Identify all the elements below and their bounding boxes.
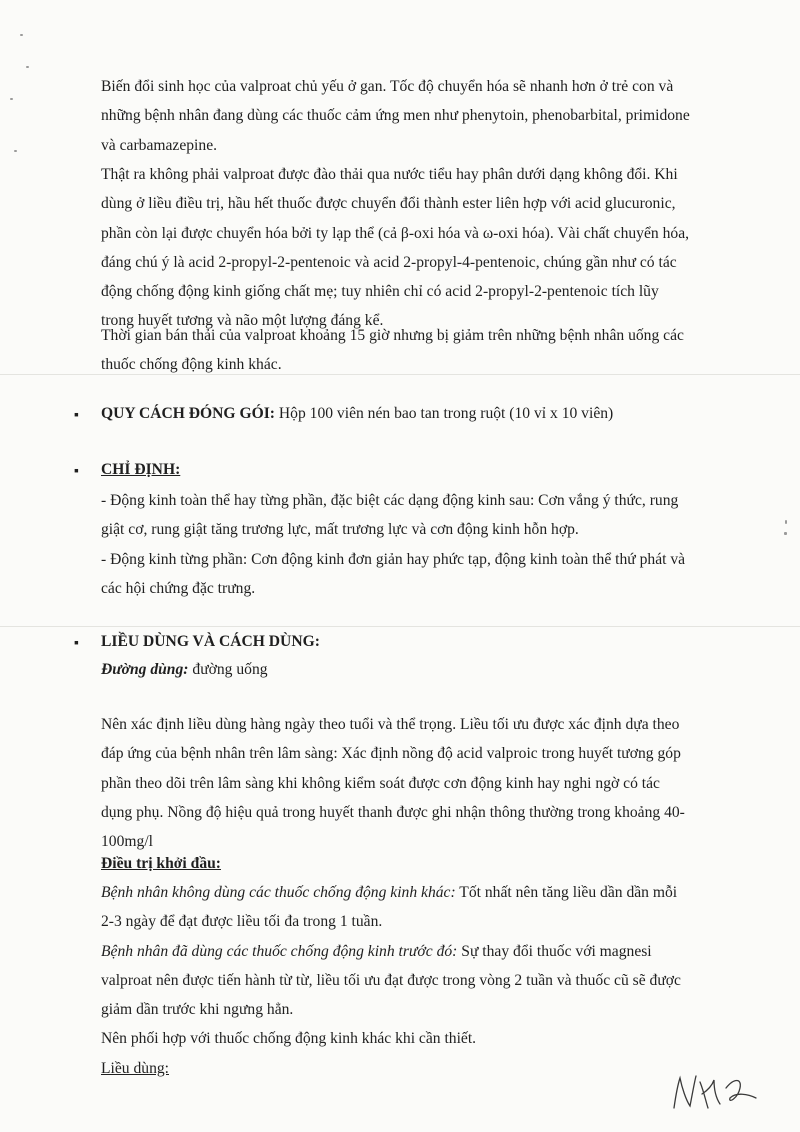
indications-heading: CHỈ ĐỊNH: xyxy=(101,461,181,478)
dosage-heading: LIỀU DÙNG VÀ CÁCH DÙNG: xyxy=(101,633,320,650)
text-line: phần theo dõi trên lâm sàng khi không kiểm soát được cơn động kinh hay nghi ngờ có tác xyxy=(101,774,660,792)
text-line xyxy=(101,878,717,907)
initial-treatment-heading-text: Điều trị khởi đầu: xyxy=(101,855,221,872)
text-line: Biến đổi sinh học của valproat chủ yếu ở gan. Tốc độ chuyển hóa sẽ nhanh hơn ở trẻ con và xyxy=(101,78,674,95)
text-line: Nên phối hợp với thuốc chống động kinh khác khi cần thiết. xyxy=(101,1030,477,1048)
case2-text: Sự thay đổi thuốc với magnesi xyxy=(461,942,652,960)
bullet-icon: ▪ xyxy=(74,408,79,423)
route-text: đường uống xyxy=(192,661,268,678)
text-line: đáng chú ý là acid 2-propyl-2-pentenoic và acid 2-propyl-4-pentenoic, chúng gần như có tác xyxy=(101,253,677,271)
intro-paragraph-3 xyxy=(101,321,717,380)
handwritten-signature-icon xyxy=(668,1068,778,1116)
scan-speck xyxy=(10,98,13,100)
scan-speck xyxy=(26,66,29,68)
text-line: valproat nên được tiến hành từ từ, liều tối ưu đạt được trong vòng 2 tuần và thuốc cũ sẽ được xyxy=(101,971,681,989)
text-line: dụng phụ. Nồng độ hiệu quả trong huyết thanh được ghi nhận thông thường trong khoảng 40- xyxy=(101,803,685,821)
text-line: đáp ứng của bệnh nhân trên lâm sàng: Xác định nồng độ acid valproic trong huyết tương góp xyxy=(101,745,681,763)
scan-speck xyxy=(784,532,787,535)
text-line: những bệnh nhân đang dùng các thuốc cảm ứng men như phenytoin, phenobarbital, primidone xyxy=(101,107,690,125)
intro-paragraph-2 xyxy=(101,160,717,336)
initial-treatment-cases xyxy=(101,878,717,1083)
dose-heading: Liều dùng: xyxy=(101,1059,169,1077)
scan-line xyxy=(0,626,800,627)
indications-list xyxy=(101,486,717,603)
route-line xyxy=(101,655,717,684)
packaging-heading: QUY CÁCH ĐÓNG GÓI: xyxy=(101,405,275,422)
case1-label: Bệnh nhân không dùng các thuốc chống động kinh khác: xyxy=(101,884,456,901)
text-line: và carbamazepine. xyxy=(101,136,218,154)
scan-speck xyxy=(785,520,787,524)
text-line xyxy=(101,937,717,966)
text-line: giảm dần trước khi ngưng hẳn. xyxy=(101,1001,294,1019)
text-line: Nên xác định liều dùng hàng ngày theo tuổi và thể trọng. Liều tối ưu được xác định dựa theo xyxy=(101,716,680,733)
dosage-paragraph xyxy=(101,710,717,856)
text-line: 2-3 ngày để đạt được liều tối đa trong 1 tuần. xyxy=(101,913,383,931)
intro-paragraph-1 xyxy=(101,72,717,160)
text-line: - Động kinh toàn thể hay từng phần, đặc biệt các dạng động kinh sau: Cơn vắng ý thức, rung xyxy=(101,492,679,509)
bullet-icon: ▪ xyxy=(74,464,79,479)
text-line: phần còn lại được chuyển hóa bởi ty lạp thể (cả β-oxi hóa và ω-oxi hóa). Vài chất chuyển hóa, xyxy=(101,224,690,242)
text-line: 100mg/l xyxy=(101,833,153,851)
text-line: - Động kinh từng phần: Cơn động kinh đơn giản hay phức tạp, động kinh toàn thể thứ phát và xyxy=(101,550,686,568)
case1-text: Tốt nhất nên tăng liều dần dần mỗi xyxy=(459,884,678,901)
route-label: Đường dùng: xyxy=(101,661,189,678)
packaging-text: Hộp 100 viên nén bao tan trong ruột (10 vỉ x 10 viên) xyxy=(278,405,614,422)
case2-label: Bệnh nhân đã dùng các thuốc chống động kinh trước đó: xyxy=(101,942,458,960)
packaging-section xyxy=(101,405,613,423)
scan-speck xyxy=(14,150,17,152)
text-line: trong huyết tương và não một lượng đáng kể. xyxy=(101,312,384,330)
text-line xyxy=(101,1054,717,1083)
scan-speck xyxy=(20,34,23,36)
text-line: động chống động kinh giống chất mẹ; tuy nhiên chỉ có acid 2-propyl-2-pentenoic tích lũy xyxy=(101,283,659,301)
text-line: Thời gian bán thải của valproat khoảng 15 giờ nhưng bị giảm trên những bệnh nhân uống các xyxy=(101,327,684,344)
initial-treatment-heading xyxy=(101,849,717,878)
text-line: dùng ở liều điều trị, hầu hết thuốc được chuyển đổi thành ester liên hợp với acid glucuronic, xyxy=(101,195,676,213)
text-line: các hội chứng đặc trưng. xyxy=(101,579,256,597)
text-line: giật cơ, rung giật tăng trương lực, mất trương lực và cơn động kinh hỗn hợp. xyxy=(101,521,579,539)
bullet-icon: ▪ xyxy=(74,636,79,651)
text-line: Thật ra không phải valproat được đào thải qua nước tiểu hay phân dưới dạng không đổi. Khi xyxy=(101,166,678,183)
text-line: thuốc chống động kinh khác. xyxy=(101,356,282,374)
